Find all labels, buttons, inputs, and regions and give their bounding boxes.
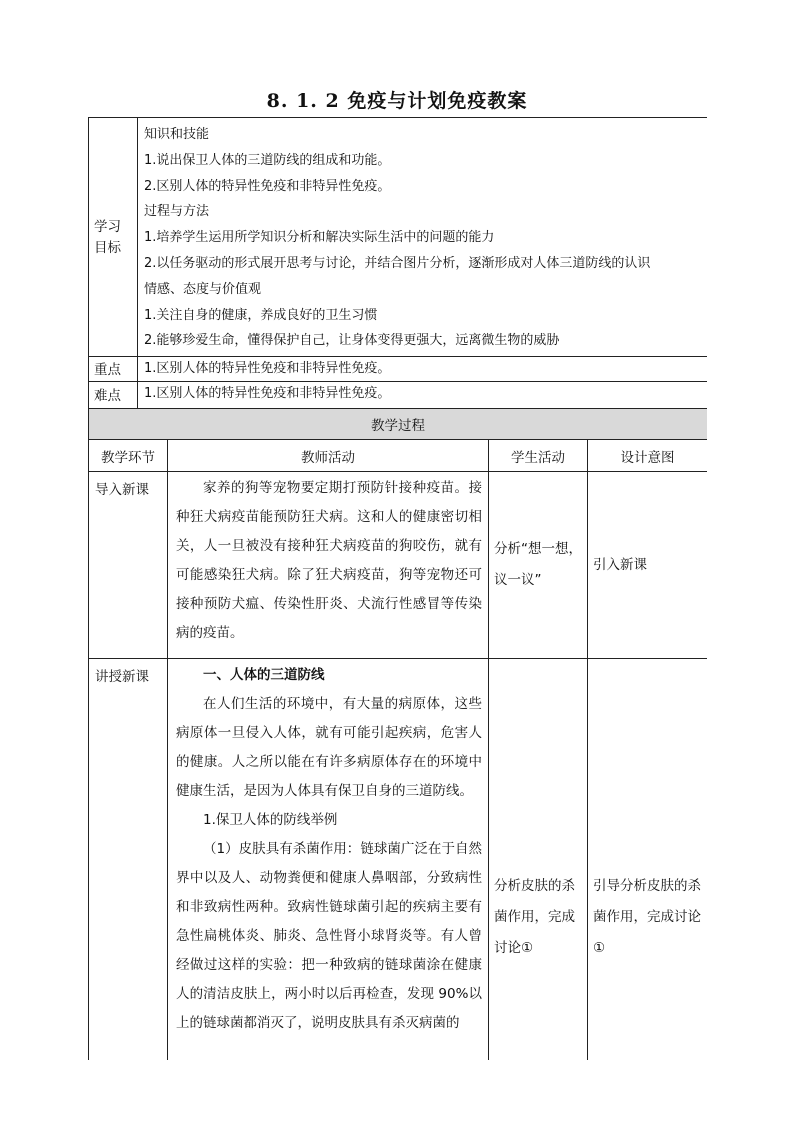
intro-stage: 导入新课 bbox=[89, 472, 168, 659]
lecture-teacher-activity bbox=[168, 659, 489, 1060]
objective-line: 过程与方法 bbox=[144, 204, 210, 220]
objectives-label bbox=[89, 118, 138, 357]
lecture-subheading: 1.保卫人体的防线举例 bbox=[203, 812, 338, 829]
lecture-intent-text: 引导分析皮肤的杀菌作用，完成讨论① bbox=[593, 878, 701, 957]
objective-line: 情感、态度与价值观 bbox=[144, 281, 262, 297]
intro-teacher-text: 家养的狗等宠物要定期打预防针接种疫苗。接种狂犬病疫苗能预防狂犬病。这和人的健康密切相关，人一旦被没有接种狂犬病疫苗的狗咬伤，就有可能感染狂犬病。除了狂犬病疫苗，狗等宠物还可接种预防犬瘟、传染性肝炎、犬流行性感冒等传染病的疫苗。 bbox=[176, 480, 482, 642]
objective-line: 2.能够珍爱生命，懂得保护自己，让身体变得更强大，远离微生物的威胁 bbox=[144, 333, 560, 349]
process-title: 教学过程 bbox=[89, 409, 708, 440]
objective-line: 1.说出保卫人体的三道防线的组成和功能。 bbox=[144, 152, 391, 168]
objectives-label-line2: 目标 bbox=[94, 240, 121, 257]
process-title-row bbox=[89, 409, 708, 440]
difficult-point-text: 1.区别人体的特异性免疫和非特异性免疫。 bbox=[138, 382, 708, 409]
difficult-point-label: 难点 bbox=[89, 382, 138, 409]
lecture-row bbox=[89, 659, 708, 1060]
lecture-stage: 讲授新课 bbox=[89, 659, 168, 1060]
key-point-row bbox=[89, 357, 708, 382]
lecture-design-intent bbox=[588, 659, 708, 1060]
lesson-plan-table bbox=[88, 117, 707, 1060]
column-header-stage: 教学环节 bbox=[89, 440, 168, 472]
lecture-heading: 一、人体的三道防线 bbox=[203, 667, 325, 684]
objective-line: 1.关注自身的健康，养成良好的卫生习惯 bbox=[144, 307, 378, 323]
objective-line: 1.培养学生运用所学知识分析和解决实际生活中的问题的能力 bbox=[144, 230, 495, 246]
intro-student-activity: 分析“想一想，议一议” bbox=[489, 472, 588, 659]
intro-row bbox=[89, 472, 708, 659]
lecture-paragraph: （1）皮肤具有杀菌作用：链球菌广泛在于自然界中以及人、动物粪便和健康人鼻咽部，分致病性和非致病性两种。致病性链球菌引起的疾病主要有急性扁桃体炎、肺炎、急性肾小球肾炎等。有人曾经做过这样的实验：把一种致病的链球菌涂在健康人的清洁皮肤上，两小时以后再检查，发现 90%以上的链球菌都消灭了，说明皮肤具有杀灭病菌的 bbox=[176, 841, 482, 1032]
column-header-student: 学生活动 bbox=[489, 440, 588, 472]
lecture-paragraph: 在人们生活的环境中，有大量的病原体，这些病原体一旦侵入人体，就有可能引起疾病，危害人的健康。人之所以能在有许多病原体存在的环境中健康生活，是因为人体具有保卫自身的三道防线。 bbox=[176, 696, 482, 800]
lecture-student-text: 分析皮肤的杀菌作用，完成讨论① bbox=[494, 878, 575, 957]
column-header-intent: 设计意图 bbox=[588, 440, 708, 472]
column-header-teacher: 教师活动 bbox=[168, 440, 489, 472]
key-point-label: 重点 bbox=[89, 357, 138, 382]
objectives-row bbox=[89, 118, 708, 357]
column-header-row bbox=[89, 440, 708, 472]
objective-line: 2.区别人体的特异性免疫和非特异性免疫。 bbox=[144, 178, 391, 194]
objectives-label-line1: 学习 bbox=[94, 219, 121, 236]
intro-design-intent: 引入新课 bbox=[588, 472, 708, 659]
difficult-point-row bbox=[89, 382, 708, 409]
objective-line: 2.以任务驱动的形式展开思考与讨论，并结合图片分析，逐渐形成对人体三道防线的认识 bbox=[144, 255, 651, 271]
lecture-student-activity bbox=[489, 659, 588, 1060]
objectives-content bbox=[138, 118, 708, 357]
page-title: 8. 1. 2 免疫与计划免疫教案 bbox=[266, 90, 528, 112]
objective-line: 知识和技能 bbox=[144, 127, 210, 142]
lesson-plan-sheet bbox=[88, 117, 707, 1060]
intro-teacher-activity bbox=[168, 472, 489, 659]
key-point-text: 1.区别人体的特异性免疫和非特异性免疫。 bbox=[138, 357, 708, 382]
